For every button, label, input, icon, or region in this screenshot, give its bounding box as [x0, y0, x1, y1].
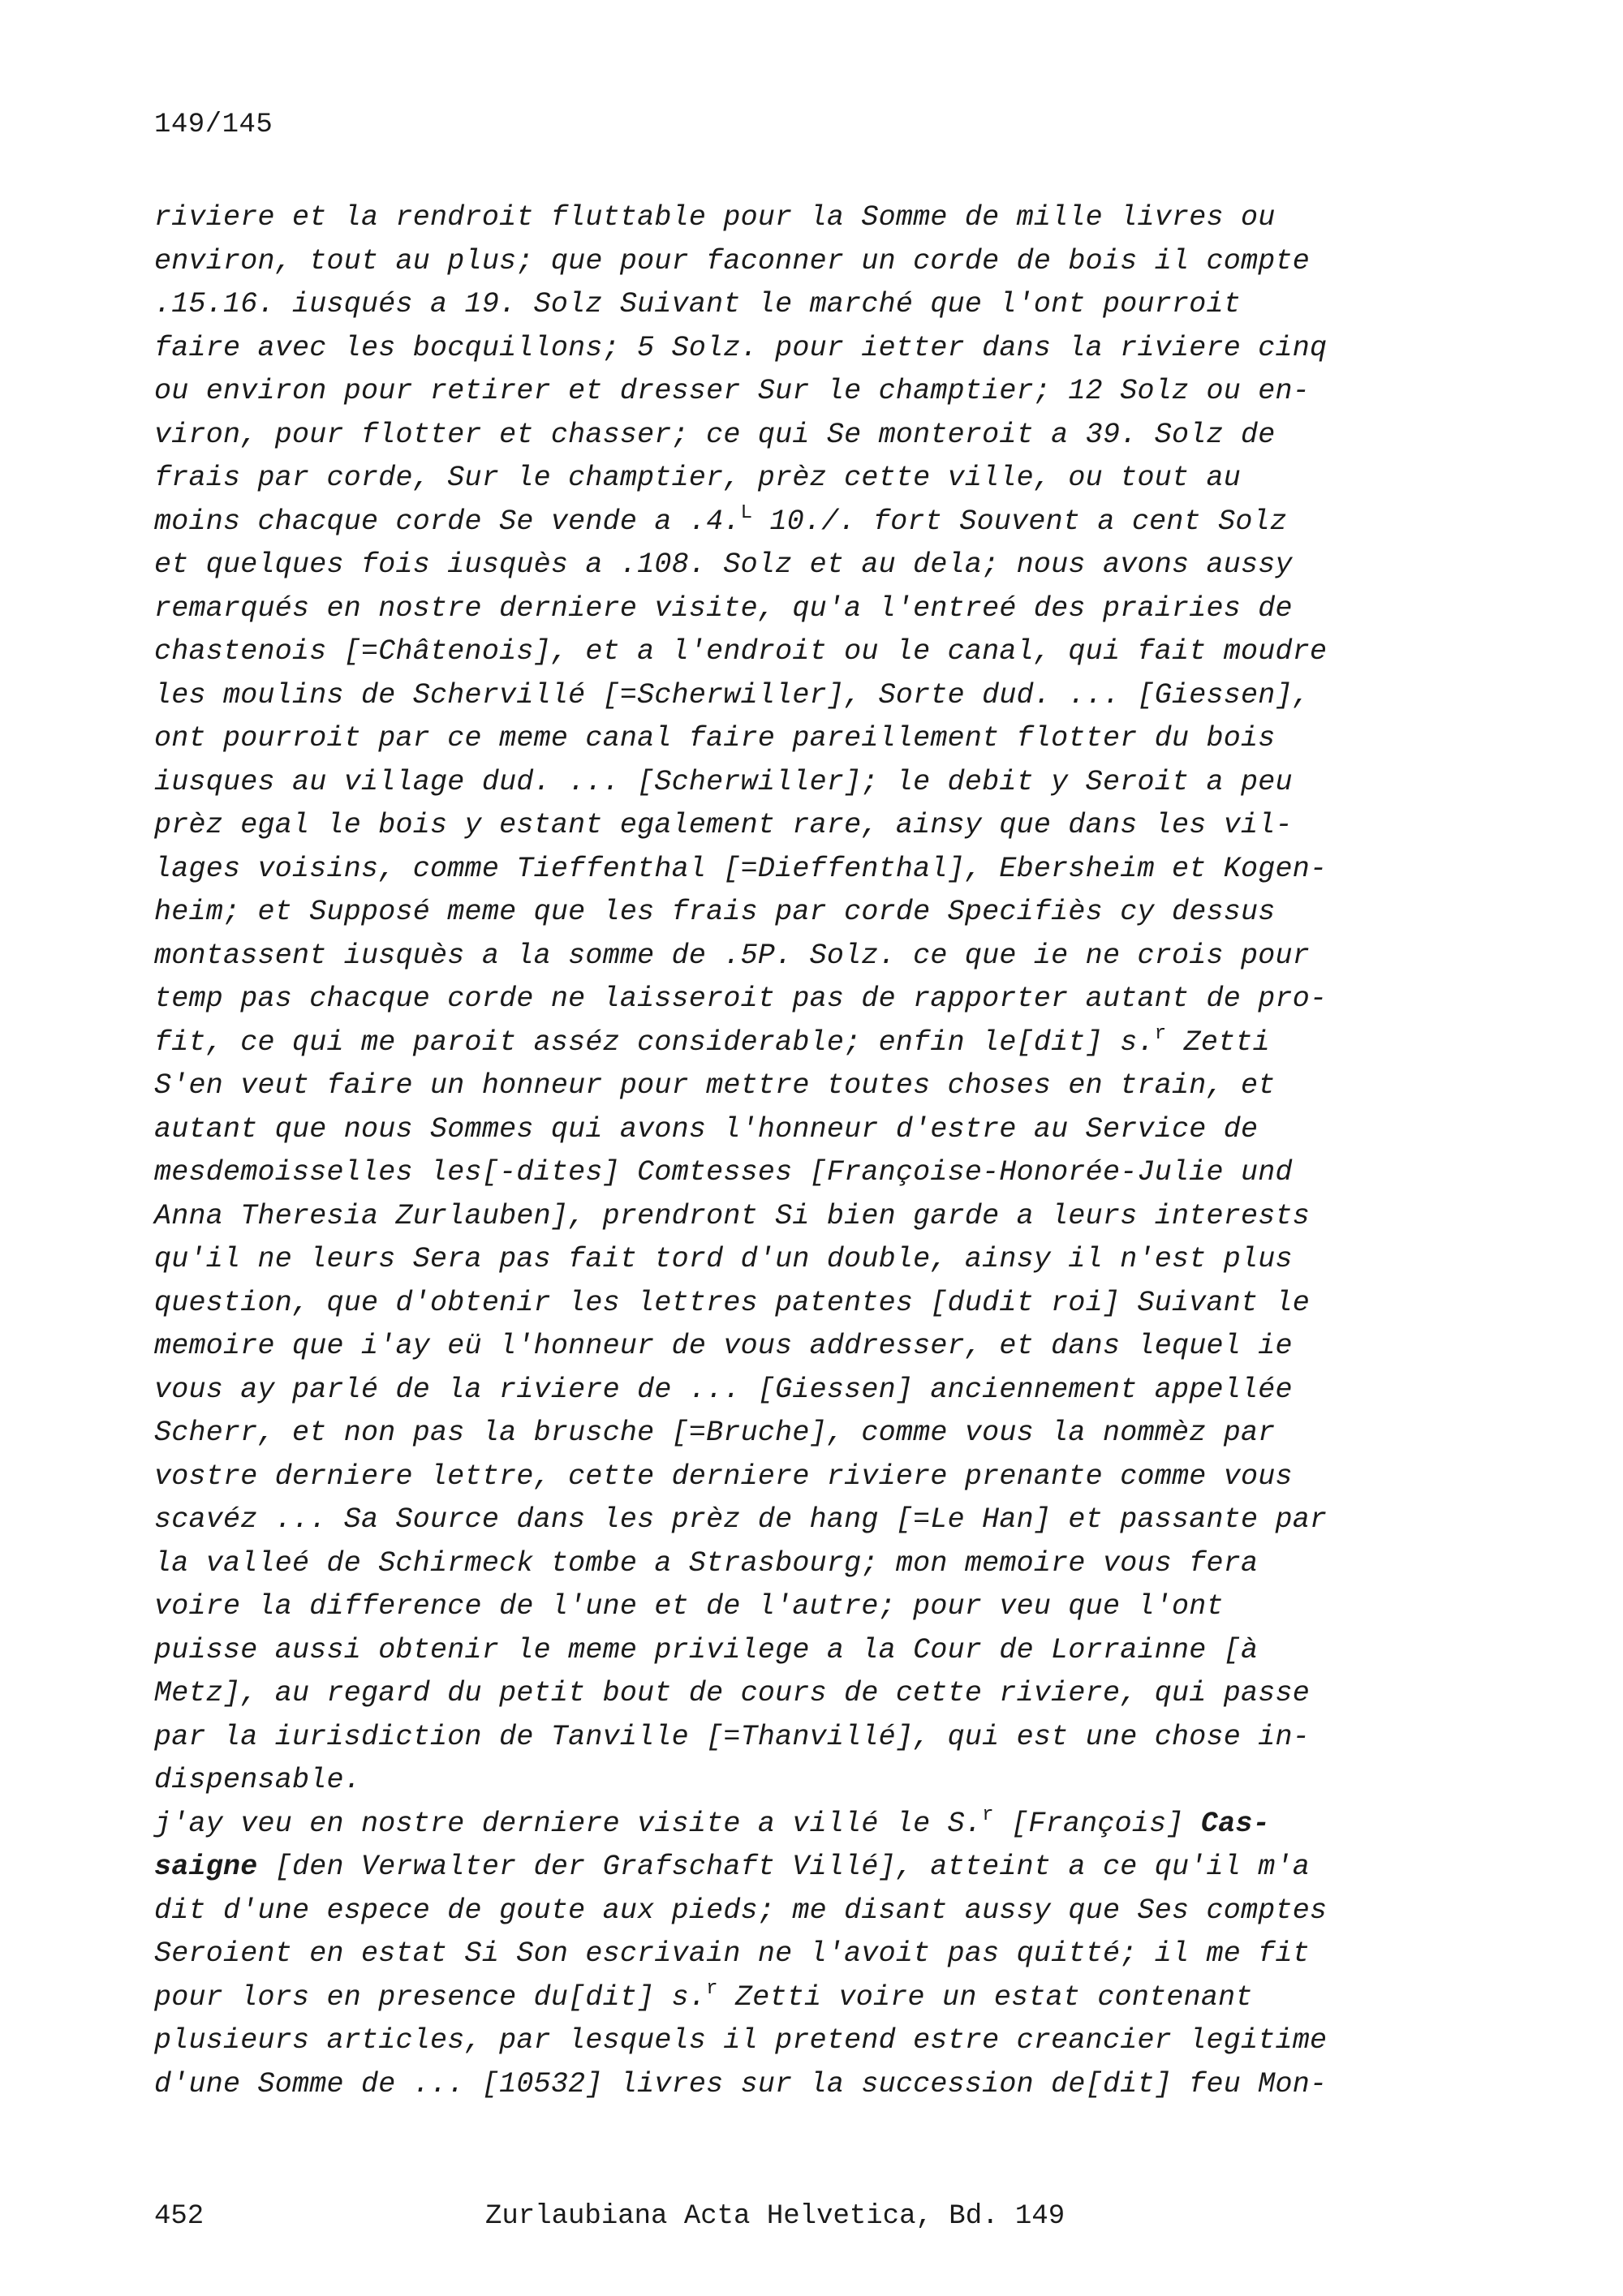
text-segment: pour lors en presence du[dit] s. [154, 1980, 707, 2014]
text-line [154, 1021, 1420, 1065]
text-line: et quelques fois iusquès a .108. Solz et au dela; nous avons aussy [154, 548, 1293, 581]
text-line: faire avec les bocquillons; 5 Solz. pour ietter dans la riviere cinq [154, 331, 1328, 364]
superscript: r [1154, 1022, 1167, 1045]
text-line: puisse aussi obtenir le meme privilege a la Cour de Lorrainne [à [154, 1633, 1259, 1666]
text-segment: Zetti voire un estat contenant [717, 1980, 1253, 2014]
text-line: riviere et la rendroit fluttable pour la Somme de mille livres ou [154, 201, 1276, 234]
superscript: r [706, 1977, 718, 2000]
page-number: 452 [154, 2201, 204, 2232]
text-line: qu'il ne leurs Sera pas fait tord d'un double, ainsy il n'est plus [154, 1243, 1293, 1275]
text-line: heim; et Supposé meme que les frais par corde Specifiès cy dessus [154, 896, 1276, 928]
text-line: autant que nous Sommes qui avons l'honneur d'estre au Service de [154, 1112, 1259, 1146]
text-line: la valleé de Schirmeck tombe a Strasbourg; mon memoire vous fera [154, 1546, 1259, 1580]
text-line: memoire que i'ay eü l'honneur de vous addresser, et dans lequel ie [154, 1330, 1293, 1362]
text-line: question, que d'obtenir les lettres patentes [dudit roi] Suivant le [154, 1286, 1310, 1319]
text-line: plusieurs articles, par lesquels il pretend estre creancier legitime [154, 2024, 1328, 2057]
text-line: remarqués en nostre derniere visite, qu'a l'entreé des prairies de [154, 591, 1293, 625]
text-segment: fit, ce qui me paroit asséz considerable; enfin le[dit] s. [154, 1025, 1155, 1059]
text-line: Seroient en estat Si Son escrivain ne l'avoit pas quitté; il me fit [154, 1937, 1310, 1970]
text-line [154, 501, 1420, 544]
text-segment: 10./. fort Souvent a cent Solz [752, 505, 1288, 538]
text-line: iusques au village dud. ... [Scherwiller]; le debit y Seroit a peu [154, 765, 1293, 798]
text-line: viron, pour flotter et chasser; ce qui Se monteroit a 39. Solz de [154, 418, 1276, 451]
text-segment: [François] [993, 1807, 1201, 1840]
text-line: montassent iusquès a la somme de .5P. Solz. ce que ie ne crois pour [154, 939, 1310, 972]
text-line [154, 1846, 1420, 1890]
text-line: mesdemoisselles les[-dites] Comtesses [Françoise-Honorée-Julie und [154, 1156, 1293, 1189]
text-line: dispensable. [154, 1764, 362, 1796]
text-line: prèz egal le bois y estant egalement rare, ainsy que dans les vil- [154, 809, 1293, 841]
superscript: L [740, 501, 753, 524]
bold-name: saigne [154, 1851, 258, 1883]
bold-name: Cas- [1200, 1807, 1270, 1840]
text-line: chastenois [=Châtenois], et a l'endroit ou le canal, qui fait moudre [154, 635, 1328, 668]
text-line: Anna Theresia Zurlauben], prendront Si bien garde a leurs interests [154, 1199, 1310, 1232]
text-line: frais par corde, Sur le champtier, prèz cette ville, ou tout au [154, 462, 1241, 494]
page-footer [154, 2200, 1065, 2233]
text-line: Metz], au regard du petit bout de cours de cette riviere, qui passe [154, 1677, 1310, 1709]
superscript: r [982, 1804, 994, 1826]
text-line [154, 1803, 1420, 1847]
page-reference: 149/145 [154, 110, 273, 140]
text-line [154, 1976, 1420, 2020]
text-line: les moulins de Schervillé [=Scherwiller], Sorte dud. ... [Giessen], [154, 678, 1310, 712]
text-segment: moins chacque corde Se vende a .4. [154, 505, 741, 538]
text-line: .15.16. iusqués a 19. Solz Suivant le marché que l'ont pourroit [154, 288, 1241, 320]
text-line: d'une Somme de ... [10532] livres sur la succession de[dit] feu Mon- [154, 2067, 1328, 2100]
text-line: voire la difference de l'une et de l'autre; pour veu que l'ont [154, 1590, 1224, 1623]
text-line: Scherr, et non pas la brusche [=Bruche], comme vous la nommèz par [154, 1417, 1276, 1449]
text-line: vostre derniere lettre, cette derniere riviere prenante comme vous [154, 1460, 1293, 1493]
text-segment: j'ay veu en nostre derniere visite a villé le S. [154, 1807, 983, 1840]
text-line: ont pourroit par ce meme canal faire pareillement flotter du bois [154, 722, 1276, 755]
text-line: temp pas chacque corde ne laisseroit pas de rapporter autant de pro- [154, 982, 1328, 1015]
text-line: environ, tout au plus; que pour faconner un corde de bois il compte [154, 244, 1310, 277]
text-line: ou environ pour retirer et dresser Sur le champtier; 12 Solz ou en- [154, 375, 1310, 407]
text-line: lages voisins, comme Tieffenthal [=Dieffenthal], Ebersheim et Kogen- [154, 852, 1328, 885]
text-line: par la iurisdiction de Tanville [=Thanvillé], qui est une chose in- [154, 1720, 1310, 1753]
body-text [154, 196, 1420, 2106]
text-line: dit d'une espece de goute aux pieds; me disant aussy que Ses comptes [154, 1894, 1328, 1927]
text-segment: [den Verwalter der Grafschaft Villé], atteint a ce qu'il m'a [257, 1851, 1310, 1883]
text-segment: Zetti [1166, 1025, 1270, 1059]
text-line: S'en veut faire un honneur pour mettre toutes choses en train, et [154, 1069, 1276, 1102]
text-line: vous ay parlé de la riviere de ... [Giessen] anciennement appellée [154, 1373, 1293, 1406]
series-title: Zurlaubiana Acta Helvetica, Bd. 149 [485, 2201, 1065, 2232]
text-line: scavéz ... Sa Source dans les prèz de hang [=Le Han] et passante par [154, 1503, 1328, 1536]
